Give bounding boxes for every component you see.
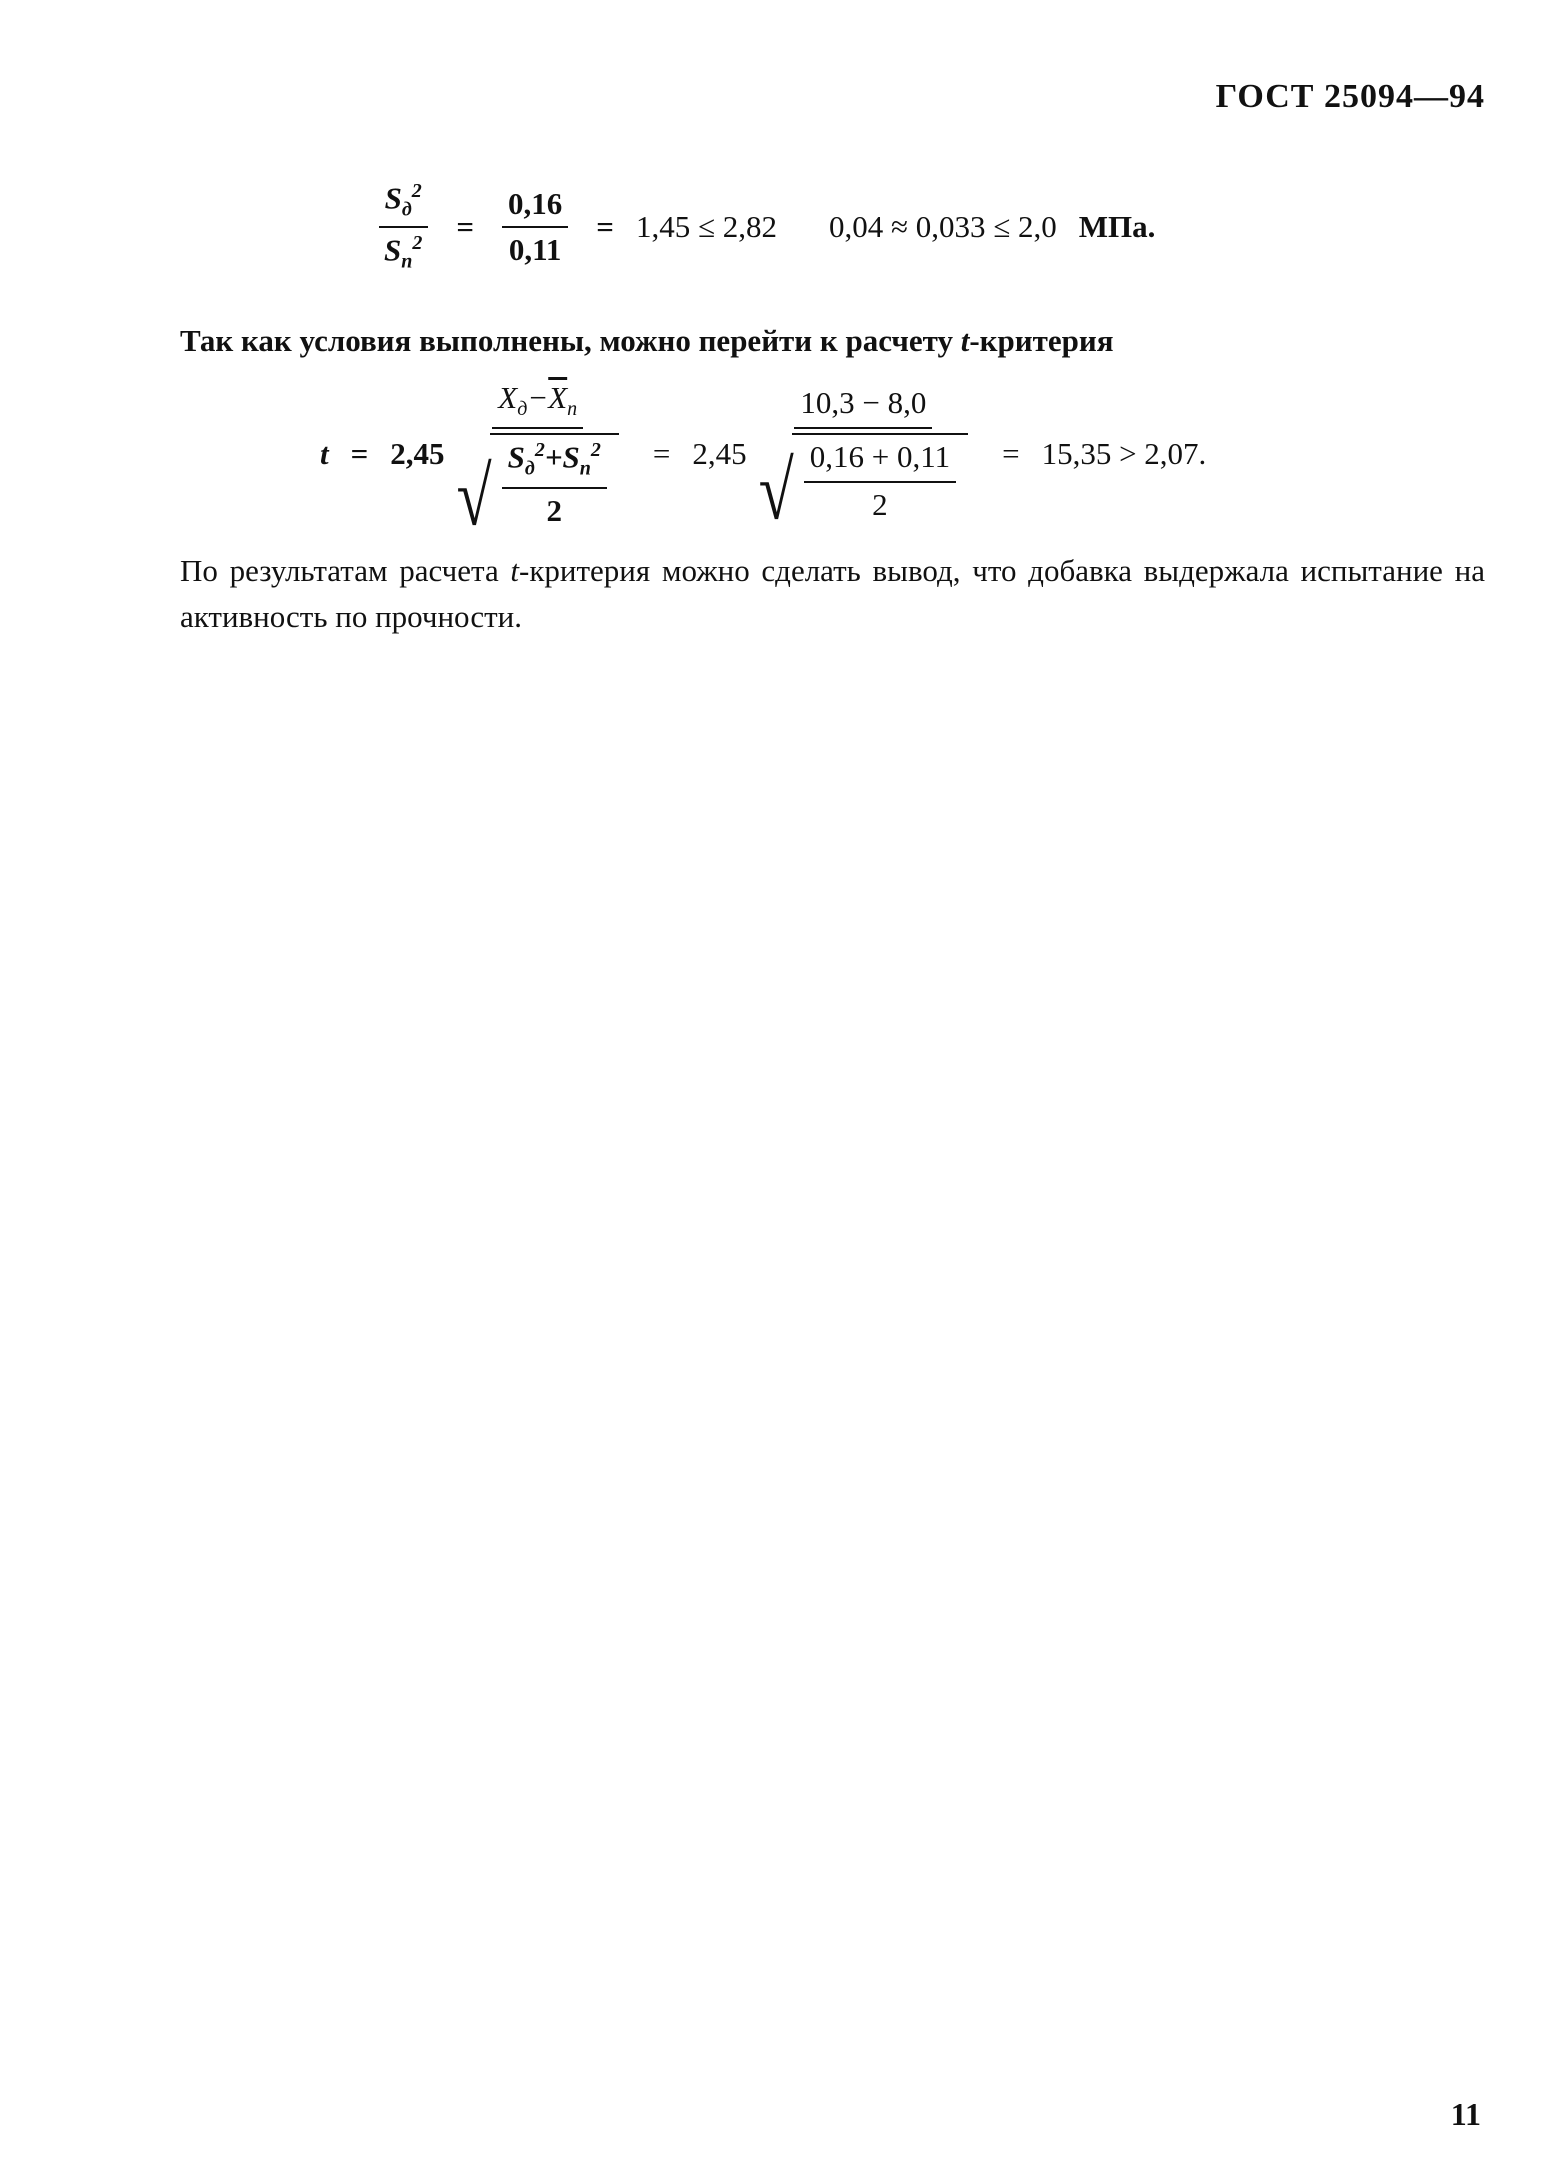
symbol-s: S	[384, 180, 402, 216]
coefficient: 2,45	[390, 436, 445, 472]
square-root-icon: √	[758, 444, 794, 537]
equals-sign: =	[456, 208, 475, 244]
superscript: 2	[411, 180, 422, 202]
formula-t-criterion	[320, 380, 1207, 543]
fraction-numerator: 0,16	[502, 186, 568, 228]
radical: √ $\frac{S_д^2+S_п^2}{2}$	[457, 433, 619, 529]
equals-sign: =	[596, 208, 614, 244]
superscript: 2	[412, 231, 423, 254]
equals-sign: =	[1002, 436, 1020, 472]
equals-sign: =	[350, 436, 369, 472]
symbol-s: S	[384, 231, 402, 267]
numeric-fraction	[502, 186, 568, 268]
t-variable: t	[510, 553, 520, 588]
page-number: 11	[1450, 2096, 1481, 2132]
square-root-icon: √	[456, 449, 492, 543]
t-variable: t	[960, 323, 970, 358]
paragraph-conclusion: По результатам расчета t-критерия можно сделать вывод, что добавка выдержала испытание на активность по прочности.	[180, 553, 1485, 634]
fraction-denominator: 0,11	[508, 231, 562, 267]
subscript: д	[401, 198, 412, 221]
document-code: ГОСТ 25094—94	[1215, 78, 1485, 115]
t-variable: t	[320, 436, 329, 472]
unit-label: МПа.	[1078, 208, 1156, 244]
variance-fraction	[378, 180, 428, 273]
t-result: 15,35 > 2,07.	[1041, 436, 1207, 472]
coefficient: 2,45	[692, 436, 747, 472]
ratio-result: 1,45 ≤ 2,82	[635, 208, 777, 244]
radical: √ $\frac{0,16 + 0,11}{2}$	[759, 433, 968, 523]
equals-sign: =	[652, 436, 671, 472]
symbolic-t-fraction: $X_д-\overline{X}_п$ √ $\frac{S_д^2+S_п^2}{2}$	[451, 380, 625, 529]
numeric-t-fraction: 10,3 − 8,0 √ $\frac{0,16 + 0,11}{2}$	[753, 385, 974, 523]
paragraph-conditions: Так как условия выполнены, можно перейти к расчету t-критерия	[180, 323, 1114, 358]
subscript: п	[401, 250, 413, 273]
formula-variance-ratio	[372, 180, 1155, 273]
second-expression: 0,04 ≈ 0,033 ≤ 2,0	[828, 208, 1057, 244]
